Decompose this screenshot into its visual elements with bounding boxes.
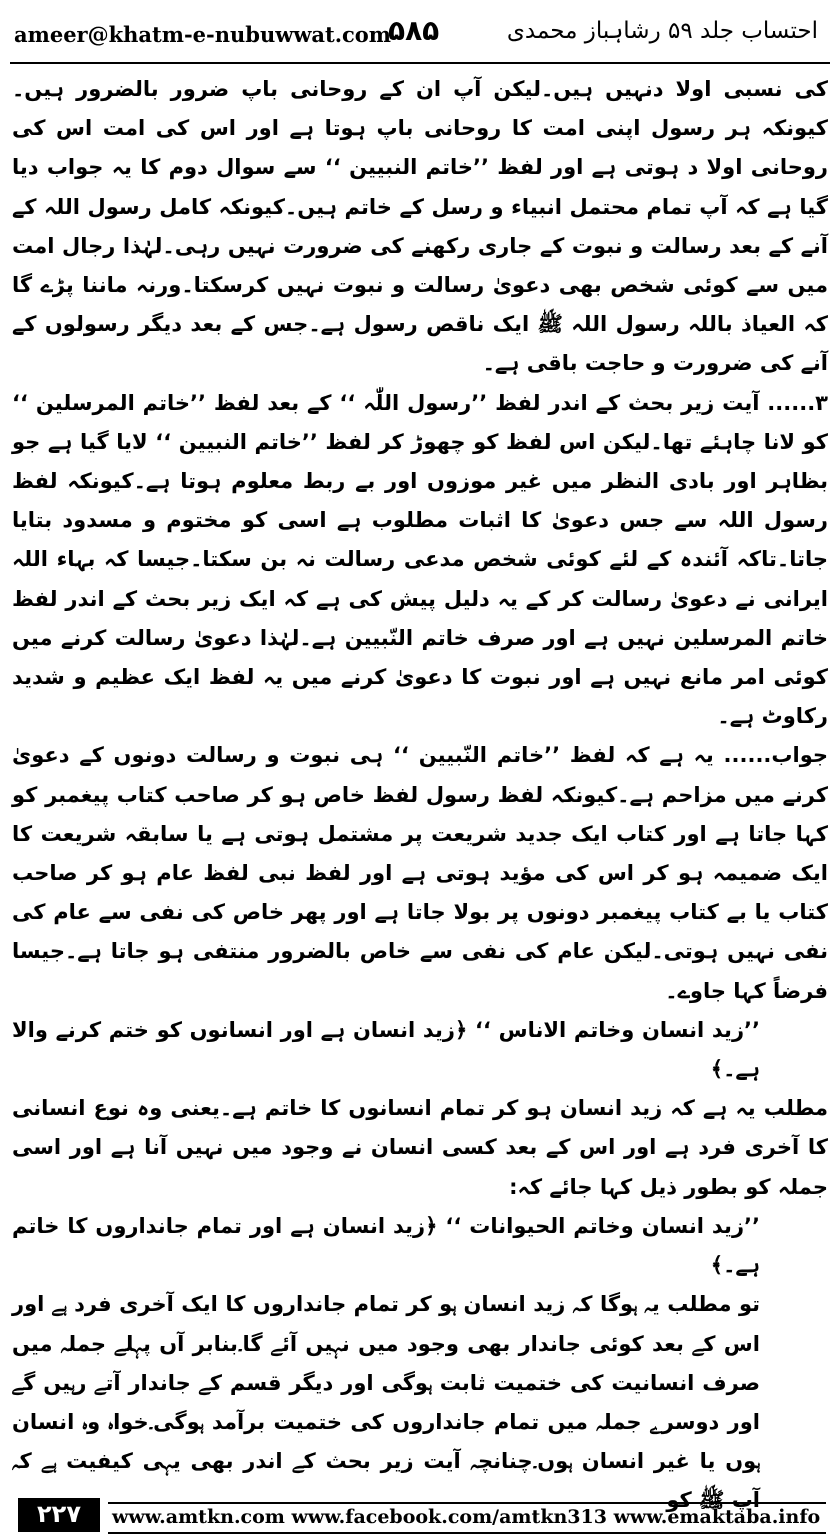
paragraph: جواب...... یہ ہے کہ لفظ ’’خاتم النّبیین ‘‘ ہی نبوت و رسالت دونوں کے دعویٰ کرنے میں مزاحم ہے۔کیونکہ لفظ رسول لفظ خاص ہو کر صاحب کتاب پیغمبر کو کہا جاتا ہے اور کتاب ایک جدید شریعت پر مشتمل ہوتی ہے یا سابقہ شریعت کا ایک ضمیمہ ہو کر اس کی مؤید ہوتی ہے اور لفظ نبی لفظ عام ہو کر صاحب کتاب یا بے کتاب پیغمبر دونوں پر بولا جاتا ہے اور پھر خاص کی نفی سے عام کی نفی نہیں ہوتی۔لیکن عام کی نفی سے خاص بالضرور منتفی ہو جاتا ہے۔جیسا فرضاً کہا جاوے۔ bbox=[12, 743, 828, 1003]
quote-paragraph: ’’زید انسان وخاتم الاناس ‘‘ ﴿زید انسان ہے اور انسانوں کو ختم کرنے والا ہے۔﴾ bbox=[12, 1017, 760, 1082]
header-page-number: ۵۸۵ bbox=[388, 14, 440, 47]
header-divider bbox=[10, 62, 830, 64]
page-header bbox=[0, 0, 840, 66]
paragraph: کی نسبی اولا دنہیں ہیں۔لیکن آپ ان کے روحانی باپ ضرور بالضرور ہیں۔کیونکہ ہر رسول اپنی امت کا روحانی باپ ہوتا ہے اور اس کی امت اس کی روحانی اولا د ہوتی ہے اور لفظ ’’خاتم النبیین ‘‘ سے سوال دوم کا یہ جواب دیا گیا ہے کہ آپ تمام محتمل انبیاء و رسل کے خاتم ہیں۔کیونکہ کامل رسول اللہ کے آنے کے بعد رسالت و نبوت کے جاری رکھنے کی ضرورت نہیں رہی۔لہٰذا رجال امت میں سے کوئی شخص بھی دعویٰ رسالت و نبوت نہیں کرسکتا۔ورنہ ماننا پڑے گا کہ العیاذ باللہ رسول اللہ ﷺ ایک ناقص رسول ہے۔جس کے بعد دیگر رسولوں کے آنے کی ضرورت و حاجت باقی ہے۔ bbox=[12, 77, 828, 376]
footer-page-number-box bbox=[18, 1498, 100, 1532]
body-text bbox=[12, 70, 828, 1521]
quote-paragraph: ’’زید انسان وخاتم الحیوانات ‘‘ ﴿زید انسان ہے اور تمام جانداروں کا خاتم ہے۔﴾ bbox=[12, 1213, 760, 1278]
paragraph: ۳...... آیت زیر بحث کے اندر لفظ ’’رسول اللّٰہ ‘‘ کے بعد لفظ ’’خاتم المرسلین ‘‘ کو لانا چاہئے تھا۔لیکن اس لفظ کو چھوڑ کر لفظ ’’خاتم النبیین ‘‘ لایا گیا ہے جو بظاہر اور بادی النظر میں غیر موزوں اور بے ربط معلوم ہوتا ہے۔کیونکہ لفظ رسول اللہ سے جس دعویٰ کا اثبات مطلوب ہے اسی کو مختوم و مسدود بتایا جاتا۔تاکہ آئندہ کے لئے کوئی شخص مدعی رسالت نہ بن سکتا۔جیسا کہ بہاء اللہ ایرانی نے دعویٰ رسالت کر کے یہ دلیل پیش کی ہے کہ ایک زیر بحث کے اندر لفظ خاتم المرسلین نہیں ہے اور صرف خاتم النّبیین ہے۔لہٰذا دعویٰ رسالت کرنے میں کوئی امر مانع نہیں ہے اور نبوت کا دعویٰ کرنے میں یہ لفظ ایک عظیم و شدید رکاوٹ ہے۔ bbox=[12, 390, 828, 729]
running-title: احتساب جلد ۵۹ رشاہباز محمدی bbox=[506, 18, 818, 44]
footer-divider-top bbox=[108, 1502, 826, 1504]
paragraph: مطلب یہ ہے کہ زید انسان ہو کر تمام انسانوں کا خاتم ہے۔یعنی وہ نوع انسانی کا آخری فرد ہے اور اس کے بعد کسی انسان نے وجود میں نہیں آنا ہے اور اسی جملہ کو بطور ذیل کہا جائے کہ: bbox=[12, 1096, 828, 1199]
paragraph: تو مطلب یہ ہوگا کہ زید انسان ہو کر تمام جانداروں کا ایک آخری فرد ہے اور اس کے بعد کوئی جاندار بھی وجود میں نہیں آئے گا۔بنابر آں پہلے جملہ میں صرف انسانیت کی ختمیت ثابت ہوگی اور دیگر قسم کے جاندار آتے رہیں گے اور دوسرے جملہ میں تمام جانداروں کی ختمیت برآمد ہوگی۔خواہ وہ انسان ہوں یا غیر انسان ہوں۔چنانچہ آیت زیر بحث کے اندر بھی یہی کیفیت ہے کہ آپ ﷺ کو bbox=[12, 1292, 760, 1513]
footer-page-number: ۲۲۷ bbox=[37, 1500, 81, 1528]
footer-urls: www.amtkn.com www.facebook.com/amtkn313 www.emaktaba.info bbox=[112, 1506, 821, 1528]
footer-divider-bottom bbox=[108, 1532, 826, 1534]
header-email: ameer@khatm-e-nubuwwat.com bbox=[14, 22, 392, 47]
page-footer bbox=[0, 1490, 840, 1540]
